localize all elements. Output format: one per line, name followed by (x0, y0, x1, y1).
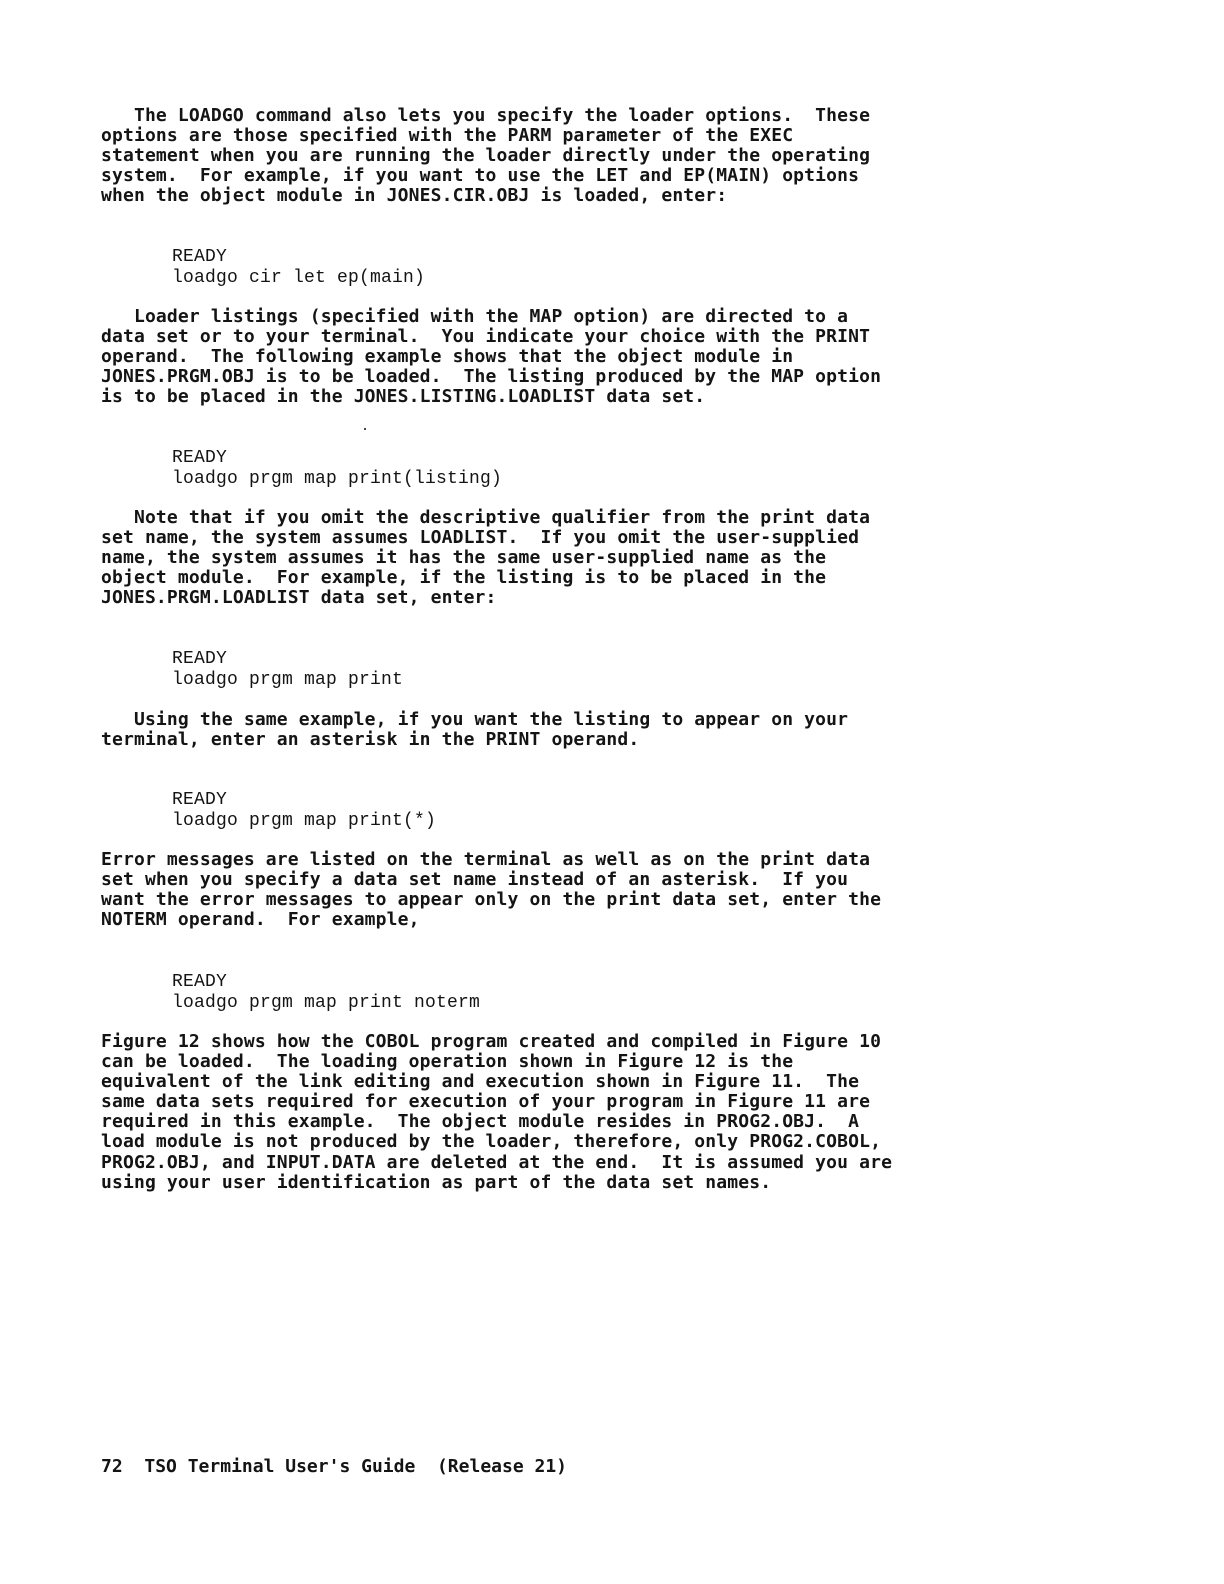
page-footer (101, 1456, 567, 1478)
paragraph-descriptive-qualifier: Note that if you omit the descriptive qualifier from the print data set name, the system assumes LOADLIST. If you omit the user-supplied name, the system assumes it has the same user-supplied name as the object module. For example, if the listing is to be placed in the JONES.PRGM.LOADLIST data set, enter: (101, 507, 871, 609)
example-loadgo-cir: READY loadgo cir let ep(main) (172, 247, 426, 288)
page-number: 72 (101, 1456, 123, 1477)
paragraph-terminal-listing: Using the same example, if you want the listing to appear on your terminal, enter an asterisk in the PRINT operand. (101, 709, 849, 751)
scan-speck (364, 428, 366, 430)
example-loadgo-print: READY loadgo prgm map print (172, 649, 404, 690)
paragraph-loader-options: The LOADGO command also lets you specify the loader options. These options are those specified with the PARM parameter of the EXEC statement when you are running the loader directly under the operating system. For example, if you want to use the LET and EP(MAIN) options when the object module in JONES.CIR.OBJ is loaded, enter: (101, 105, 871, 207)
example-loadgo-noterm: READY loadgo prgm map print noterm (172, 972, 481, 1013)
paragraph-error-messages: Error messages are listed on the terminal as well as on the print data set when you specify a data set name instead of an asterisk. If you want the error messages to appear only on the print data set, enter the NOTERM operand. For example, (101, 849, 882, 931)
document-title: TSO Terminal User's Guide (Release 21) (144, 1456, 568, 1477)
example-loadgo-print-listing: READY loadgo prgm map print(listing) (172, 448, 503, 489)
paragraph-figure-12: Figure 12 shows how the COBOL program created and compiled in Figure 10 can be loaded. The loading operation shown in Figure 12 is the equivalent of the link editing and execution shown in Figure 11. The same data sets required for execution of your program in Figure 11 are required in this example. The object module resides in PROG2.OBJ. A load module is not produced by the loader, therefore, only PROG2.COBOL, PROG2.OBJ, and INPUT.DATA are deleted at the end. It is assumed you are using your user identification as part of the data set names. (101, 1031, 893, 1193)
paragraph-loader-listings: Loader listings (specified with the MAP option) are directed to a data set or to your terminal. You indicate your choice with the PRINT operand. The following example shows that the object module in JONES.PRGM.OBJ is to be loaded. The listing produced by the MAP option is to be placed in the JONES.LISTING.LOADLIST data set. (101, 306, 882, 408)
example-loadgo-print-asterisk: READY loadgo prgm map print(*) (172, 790, 437, 831)
